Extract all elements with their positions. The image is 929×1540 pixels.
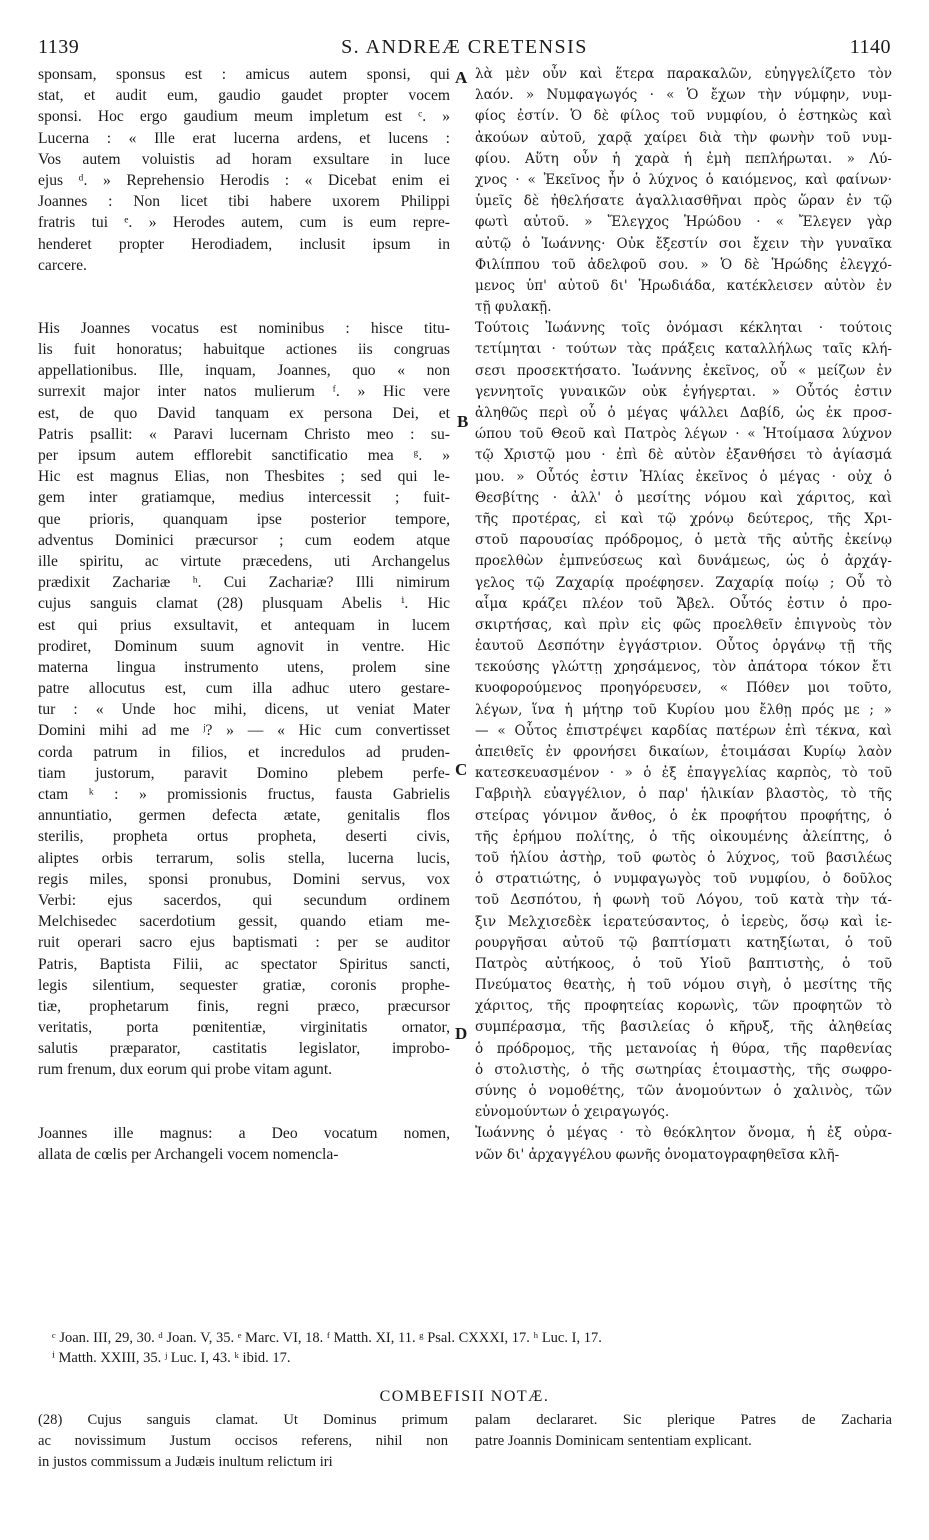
section-marker-a: A <box>455 68 468 87</box>
greek-text-line: τῆς προτέρας, εἰ καὶ τῷ χρόνῳ δεύτερος, τῆς Χρι- <box>475 510 892 527</box>
greek-text-line: χάριτος, τῆς προφητείας κορωνὶς, τῶν προφητῶν τὸ <box>475 998 892 1015</box>
greek-text-line: τοῦ ἡλίου ἀστὴρ, τοῦ φωτὸς ὁ λύχνος, τοῦ βασιλέως <box>475 849 892 866</box>
greek-text-line: σεσι προσεκτήσατο. Ἰωάννης ἐκεῖνος, οὗ « μείζων ἐν <box>475 362 892 379</box>
greek-text-line: φωτὶ αὐτοῦ. » Ἔλεγχος Ἡρώδου · « Ἔλεγεν γὰρ <box>475 214 892 231</box>
latin-text-line: ruit operari sacro ejus baptismati : per se auditor <box>38 934 450 952</box>
latin-text-line: legis silentium, sequester gratiæ, coronis prophe- <box>38 976 450 994</box>
section-marker-c: C <box>455 760 468 779</box>
latin-text-line: Verbi: ejus sacerdos, qui secundum ordinem <box>38 891 450 909</box>
latin-text-line: tur : « Unde hoc mihi, dicens, ut veniat Mater <box>38 701 450 719</box>
latin-text-line: Domini mihi ad me ʲ? » — « Hic cum convertisset <box>38 722 450 740</box>
notes-title: COMBEFISII NOTÆ. <box>379 1388 550 1405</box>
note-text-line: ac novissimum Justum occisos referens, nihil non <box>38 1433 448 1450</box>
paragraph-gap <box>38 1081 450 1123</box>
latin-text-line: prædixit Zachariæ ʰ. Cui Zachariæ? Illi nimirum <box>38 574 450 592</box>
latin-text-line: fratris tui ᵉ. » Herodes autem, cum is eum repre- <box>38 214 450 232</box>
latin-text-line: rum frenum, dux eorum qui probe vitam agunt. <box>38 1061 333 1079</box>
footnote-line: ᶜ Joan. III, 29, 30. ᵈ Joan. V, 35. ᵉ Marc. VI, 18. ᶠ Matth. XI, 11. ᵍ Psal. CXXXI, 17. ʰ Luc. I, 17. <box>52 1330 602 1346</box>
greek-text-line: ἀληθῶς περὶ οὗ ὁ μέγας ψάλλει Δαβίδ, ὡς ἐκ προσ- <box>475 405 892 421</box>
greek-text-line: τεκούσης γλώττῃ χρησάμενος, τὸν ἀπάτορα τόκον ἔτι <box>475 659 892 676</box>
greek-text-line: στοῦ παρουσίας πρόδρομος, ὁ μετὰ τῆς αὐτῆς ἐκείνῳ <box>475 532 892 549</box>
greek-text-line: Πατρὸς αὐτήκοος, ὁ τοῦ Υἱοῦ βαπτιστὴς, ὁ τοῦ <box>475 955 892 972</box>
running-header <box>38 36 891 64</box>
greek-text-line: Γαβριὴλ εὐαγγέλιον, ὁ παρ' ἡλικίαν βλαστὸς, τὸ τῆς <box>475 786 892 803</box>
latin-paragraph-1 <box>38 64 450 276</box>
greek-text-line: λαόν. » Νυμφαγωγός · « Ὁ ἔχων τὴν νύμφην, νυμ- <box>475 87 892 104</box>
greek-text-line: συμπέρασμα, τῆς βασιλείας ὁ κῆρυξ, τῆς ἀληθείας <box>475 1019 892 1036</box>
greek-paragraph-3 <box>475 1123 892 1165</box>
running-title: S. ANDREÆ CRETENSIS <box>341 36 588 58</box>
greek-text-line: Θεσβίτης · ἀλλ' ὁ μεσίτης νόμου καὶ χάριτος, καὶ <box>475 489 892 506</box>
footnotes <box>52 1328 892 1368</box>
greek-text-line: σκιρτήσας, καὶ πρὶν εἰς φῶς προελθεῖν ἐπιγνοὺς τὸν <box>475 616 892 633</box>
latin-text-line: corda patrum in filios, et incredulos ad pruden- <box>38 743 450 761</box>
greek-paragraph-2 <box>475 318 892 1123</box>
latin-text-line: sponsam, sponsus est : amicus autem sponsi, qui <box>38 66 450 83</box>
latin-text-line: sponsi. Hoc ergo gaudium meum impletum est ᶜ. » <box>38 108 450 126</box>
section-marker-b: B <box>457 412 469 431</box>
latin-text-line: ejus ᵈ. » Reprehensio Herodis : « Dicebat enim ei <box>38 171 450 189</box>
greek-text-line: — « Οὗτος ἐπιστρέψει καρδίας πατέρων ἐπὶ τέκνα, καὶ <box>475 722 892 739</box>
greek-text-line: λὰ μὲν οὖν καὶ ἕτερα παρακαλῶν, εὐηγγελίζετο τὸν <box>475 66 892 82</box>
greek-text-line: προελθὼν ἐμπνεύσεως καὶ δυνάμεως, ὡς ὁ ἀρχάγ- <box>475 553 892 570</box>
greek-text-line: χνος · « Ἐκεῖνος ἦν ὁ λύχνος ὁ καιόμενος, καὶ φαίνων· <box>475 171 892 188</box>
latin-text-line: est qui prius exsultavit, et antequam in lucem <box>38 616 450 634</box>
latin-text-line: que prioris, quanquam ipse posterior tempore, <box>38 510 450 528</box>
paragraph-gap <box>38 276 450 318</box>
latin-text-line: Lucerna : « Ille erat lucerna ardens, et lucens : <box>38 129 450 147</box>
latin-text-line: per ipsum autem efflorebit sanctificatio mea ᵍ. » <box>38 447 450 464</box>
greek-text-line: τῷ Χριστῷ μου · ἐπὶ δὲ αὐτὸν ἐξανθήσει τὸ ἁγίασμά <box>475 447 892 464</box>
latin-text-line: Melchisedec sacerdotium gessit, quando etiam me- <box>38 913 450 931</box>
greek-text-line: λέγων, ἵνα ἡ μήτηρ τοῦ Κυρίου μου ἔλθῃ πρός με ; » <box>475 701 892 718</box>
latin-text-line: His Joannes vocatus est nominibus : hisce titu- <box>38 319 450 337</box>
latin-text-line: Hic est magnus Elias, non Thesbites ; sed qui le- <box>38 468 450 486</box>
latin-text-line: ctam ᵏ : » promissionis fructus, fausta Gabrielis <box>38 786 450 803</box>
latin-text-line: lis fuit honoratus; habuitque actiones iis congruas <box>38 341 450 359</box>
latin-text-line: est, de quo David tanquam ex persona Dei, et <box>38 404 450 422</box>
note-text-line: (28) Cujus sanguis clamat. Ut Dominus primum <box>38 1412 448 1428</box>
greek-text-line: ἀκούων αὐτοῦ, χαρᾷ χαίρει διὰ τὴν φωνὴν τοῦ νυμ- <box>475 129 892 146</box>
greek-text-line: κατεσκευασμένον · » ὁ ἐξ ἐπαγγελίας καρπὸς, τὸ τοῦ <box>475 765 892 782</box>
greek-text-line: ώπου τοῦ Θεοῦ καὶ Πατρὸς λέγων · « Ἡτοίμασα λύχνον <box>475 426 892 443</box>
greek-text-line: στείρας γόνιμον ἄνθος, ὁ ἐκ προφήτου προφήτης, ὁ <box>475 807 892 824</box>
latin-text-line: regis miles, sponsi pronubus, Domini servus, vox <box>38 870 450 888</box>
greek-text-line: κυοφορούμενος προηγόρευσεν, « Πόθεν μοι τοῦτο, <box>475 680 892 697</box>
left-page-number: 1139 <box>38 36 80 58</box>
notes-right-column <box>475 1410 892 1452</box>
greek-text-line: μου. » Οὗτός ἐστιν Ἠλίας ἐκεῖνος ὁ μέγας · οὐχ ὁ <box>475 468 892 485</box>
greek-text-line: τῇ φυλακῇ. <box>475 299 552 316</box>
note-text-line: palam declararet. Sic plerique Patres de Zacharia <box>475 1412 892 1428</box>
note-text-line: in justos commissum a Judæis inultum relictum iri <box>38 1454 333 1471</box>
greek-text-line: τετίμηται · τούτων τὰς πράξεις καταλλήλως ταῖς κλή- <box>475 341 892 358</box>
latin-text-line: tiæ, prophetarum finis, regni præco, præcursor <box>38 997 450 1015</box>
latin-text-line: Patris, Baptista Filii, ac spectator Spiritus sancti, <box>38 955 450 973</box>
latin-text-line: henderet propter Herodiadem, inclusit ipsum in <box>38 235 450 253</box>
latin-text-line: veritatis, porta pœnitentiæ, virginitatis ornator, <box>38 1019 450 1037</box>
greek-text-line: τοῦ Δεσπότου, ἡ φωνὴ τοῦ Λόγου, τοῦ κατὰ τὴν τά- <box>475 892 892 909</box>
latin-text-line: adventus Dominici præcursor ; cum eodem atque <box>38 531 450 549</box>
latin-text-line: appellationibus. Ille, inquam, Joannes, quo « non <box>38 362 450 380</box>
latin-text-line: Joannes : Non licet tibi habere uxorem Philippi <box>38 193 450 211</box>
greek-text-line: αὐτῷ ὁ Ἰωάννης· Οὐκ ἔξεστίν σοι ἔχειν τὴν γυναῖκα <box>475 235 892 252</box>
latin-text-line: sterilis, propheta ortus propheta, deserti civis, <box>38 828 450 846</box>
greek-text-line: Τούτοις Ἰωάννης τοῖς ὀνόμασι κέκληται · τούτοις <box>475 320 892 337</box>
greek-text-line: γελος τῷ Ζαχαρίᾳ προέφησεν. Ζαχαρίᾳ ποίῳ ; Οὗ τὸ <box>475 574 892 591</box>
latin-paragraph-3 <box>38 1123 450 1165</box>
latin-text-line: stat, et audit eum, gaudio gaudet propter vocem <box>38 87 450 105</box>
latin-text-line: Vos autem voluistis ad horam exsultare in luce <box>38 150 450 168</box>
greek-text-line: ρουργῆσαι αὐτοῦ τῷ βαπτίσματι κατηξίωται, ὁ τοῦ <box>475 934 892 951</box>
latin-text-line: tiam justorum, paravit Domino plebem perfe- <box>38 764 450 782</box>
latin-text-line: allata de cœlis per Archangeli vocem nomencla- <box>38 1145 339 1163</box>
latin-paragraph-2 <box>38 318 450 1081</box>
greek-text-line: αἷμα κράζει πλέον τοῦ Ἄβελ. Οὗτός ἐστιν ὁ προ- <box>475 595 892 612</box>
greek-text-line: εὐνομούντων ὁ χειραγωγός. <box>475 1104 670 1121</box>
greek-text-line: φίου. Αὕτη οὖν ἡ χαρὰ ἡ ἐμὴ πεπλήρωται. » Λύ- <box>475 150 892 167</box>
greek-text-line: Ἰωάννης ὁ μέγας · τὸ θεόκλητον ὄνομα, ἡ ἐξ οὐρα- <box>475 1125 892 1142</box>
latin-text-line: gem inter gratiamque, medius intercessit ; fuit- <box>38 489 450 507</box>
latin-text-line: annuntiatio, germen defecta ætate, genitalis flos <box>38 807 450 825</box>
latin-text-line: salutis præparator, castitatis legislator, improbo- <box>38 1040 450 1058</box>
greek-text-line: ὁ στρατιώτης, ὁ νυμφαγωγὸς τοῦ νυμφίου, ὁ δοῦλος <box>475 871 892 888</box>
latin-text-line: patre allocutus est, cum illa adhuc utero gestare- <box>38 680 450 698</box>
greek-paragraph-1 <box>475 64 892 318</box>
section-marker-d: D <box>455 1024 468 1043</box>
greek-text-line: ὑμεῖς δὲ ἠθελήσατε ἀγαλλιασθῆναι πρὸς ὥραν ἐν τῷ <box>475 193 892 210</box>
greek-text-line: φίος ἐστίν. Ὁ δὲ φίλος τοῦ νυμφίου, ὁ ἑστηκὼς καὶ <box>475 108 892 125</box>
latin-text-line: Patris psallit: « Paravi lucernam Christo meo : su- <box>38 425 450 443</box>
greek-text-line: Πνεύματος θεατὴς, ἡ τοῦ νόμου σιγὴ, ὁ μεσίτης τῆς <box>475 977 892 994</box>
latin-text-line: prodiret, Dominum suum agnovit in ventre. Hic <box>38 637 450 655</box>
latin-text-line: carcere. <box>38 256 87 274</box>
greek-text-line: Φιλίππου τοῦ ἀδελφοῦ σου. » Ὁ δὲ Ἡρώδης ἐλεγχό- <box>475 256 892 273</box>
greek-column <box>475 64 892 1166</box>
footnote-line: ⁱ Matth. XXIII, 35. ʲ Luc. I, 43. ᵏ ibid. 17. <box>52 1350 291 1366</box>
latin-text-line: aliptes orbis terrarum, solis stella, lucerna lucis, <box>38 849 450 867</box>
latin-text-line: cujus sanguis clamat (28) plusquam Abelis ⁱ. Hic <box>38 595 450 613</box>
greek-text-line: μενος ὑπ' αὐτοῦ δι' Ἡρωδιάδα, κατέκλεισεν αὐτὸν ἐν <box>475 277 892 294</box>
right-page-number: 1140 <box>849 36 891 58</box>
greek-text-line: τῆς ἐρήμου πολίτης, ὁ τῆς οἰκουμένης ἀλείπτης, ὁ <box>475 828 892 845</box>
greek-text-line: ἑαυτοῦ Δεσπότην ἐγγάστριον. Οὗτος ὀργάνῳ τῇ τῆς <box>475 638 892 655</box>
latin-text-line: materna lingua instrumento utens, prolem sine <box>38 658 450 676</box>
greek-text-line: γεννητοῖς γυναικῶν οὐκ ἐγήγερται. » Οὗτός ἐστιν <box>475 383 892 400</box>
greek-text-line: νῶν δι' ἀρχαγγέλου φωνῆς ὀνοματογραφηθεῖσα κλῆ- <box>475 1146 840 1163</box>
notes-left-column <box>38 1410 448 1474</box>
latin-text-line: surrexit major inter natos mulierum ᶠ. » Hic vere <box>38 383 450 401</box>
note-text-line: patre Joannis Dominicam sententiam explicant. <box>475 1433 752 1450</box>
latin-text-line: Joannes ille magnus: a Deo vocatum nomen, <box>38 1124 450 1142</box>
greek-text-line: σύνης ὁ νομοθέτης, τῶν ἀνομούντων ὁ χαλινὸς, τῶν <box>475 1083 892 1099</box>
greek-text-line: ὁ πρόδρομος, τῆς μετανοίας ἡ θύρα, τῆς παρθενίας <box>475 1040 892 1057</box>
greek-text-line: ὁ στολιστὴς, ὁ τῆς σωτηρίας ἑτοιμαστὴς, τῆς σωφρο- <box>475 1061 892 1078</box>
greek-text-line: ξιν Μελχισεδὲκ ἱερατεύσαντος, ὁ ἱερεὺς, ὅσῳ καὶ ἱε- <box>475 913 892 930</box>
latin-text-line: ille spiritu, ac virtute præcedens, uti Archangelus <box>38 552 450 570</box>
greek-text-line: ἀπειθεῖς ἐν φρονήσει δικαίων, ἑτοιμάσαι Κυρίῳ λαὸν <box>475 744 892 760</box>
latin-column <box>38 64 450 1165</box>
